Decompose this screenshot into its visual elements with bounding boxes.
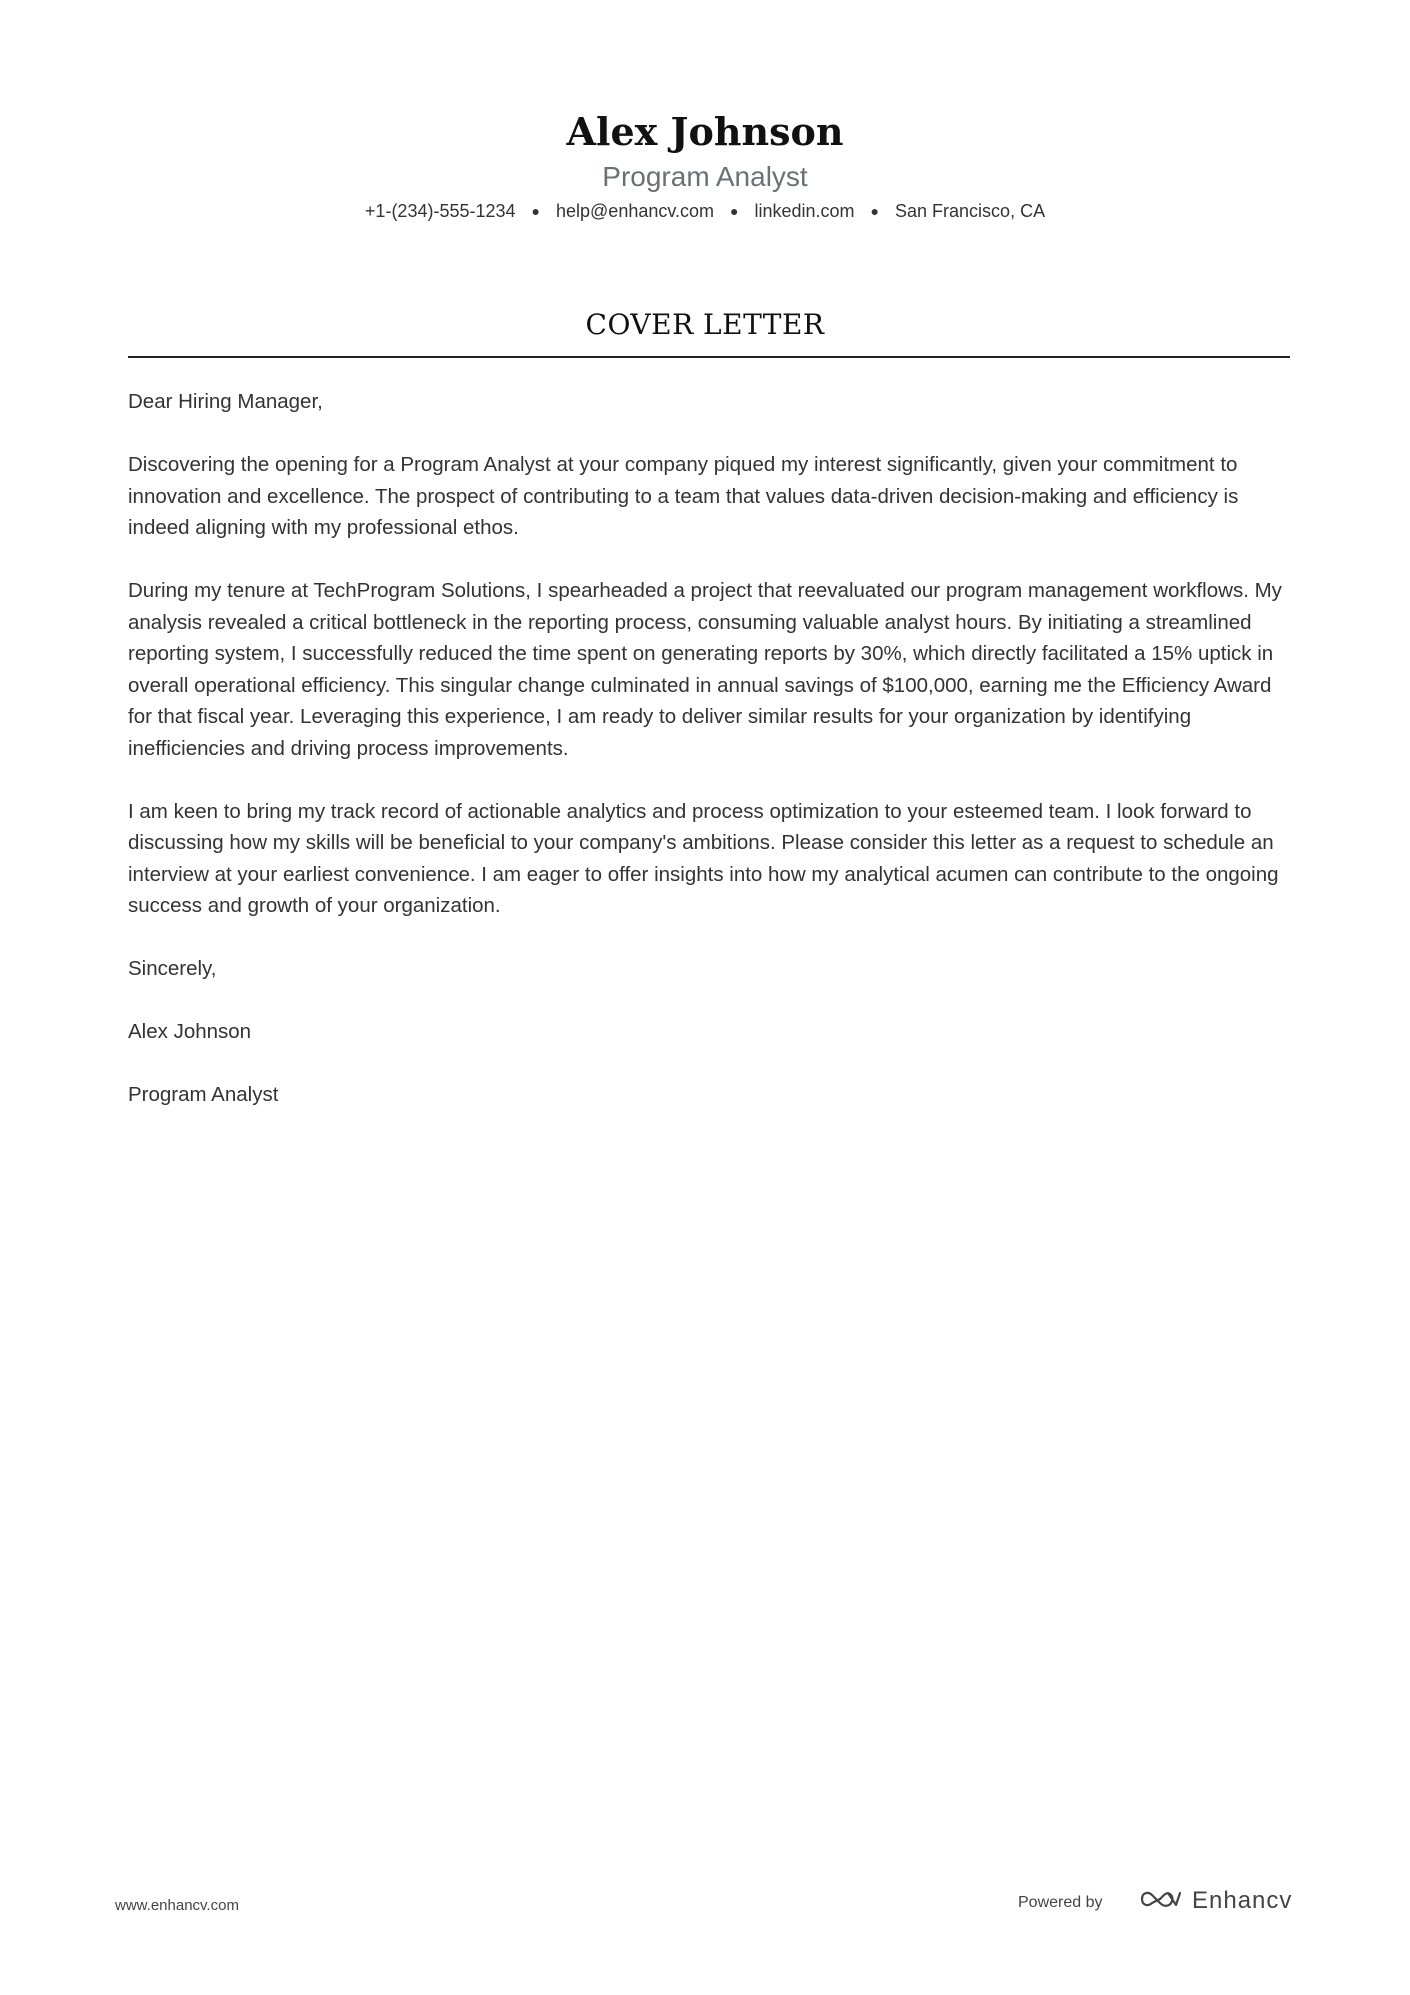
section-divider xyxy=(128,356,1290,358)
powered-by-label: Powered by xyxy=(1018,1894,1103,1911)
letter-paragraph: I am keen to bring my track record of actionable analytics and process optimization to your esteemed team. I look forward to discussing how my skills will be beneficial to your company's ambitions. Please consider this letter as a request to schedule an interview at your earliest convenience. I am eager to offer insights into how my analytical acumen can contribute to the ongoing success and growth of your organization. xyxy=(128,799,1279,917)
closing: Sincerely, xyxy=(128,957,217,980)
contact-linkedin: linkedin.com xyxy=(754,201,855,221)
signature-title: Program Analyst xyxy=(128,1083,279,1106)
bullet-separator: ● xyxy=(870,203,880,219)
contact-email: help@enhancv.com xyxy=(556,201,715,221)
contact-line xyxy=(0,200,1410,222)
applicant-title: Program Analyst xyxy=(602,161,808,192)
salutation: Dear Hiring Manager, xyxy=(128,390,323,413)
letter-paragraph: During my tenure at TechProgram Solutions, I spearheaded a project that reevaluated our program management workflows. My analysis revealed a critical bottleneck in the reporting process, consuming valuable analyst hours. By initiating a streamlined reporting system, I successfully reduced the time spent on generating reports by 30%, which directly facilitated a 15% uptick in overall operational efficiency. This singular change culminated in annual savings of $100,000, earning me the Efficiency Award for that fiscal year. Leveraging this experience, I am ready to deliver similar results for your organization by identifying inefficiencies and driving process improvements. xyxy=(128,579,1282,760)
applicant-name: Alex Johnson xyxy=(566,109,844,154)
section-title: COVER LETTER xyxy=(585,308,825,341)
bullet-separator: ● xyxy=(531,203,540,219)
letter-body xyxy=(128,386,1290,1142)
footer-website: www.enhancv.com xyxy=(115,1897,239,1914)
enhancv-logo xyxy=(1138,1886,1292,1916)
signature-name: Alex Johnson xyxy=(128,1020,252,1043)
bullet-separator: ● xyxy=(730,203,739,219)
enhancv-logo-icon xyxy=(1138,1887,1182,1916)
letter-paragraph: Discovering the opening for a Program Analyst at your company piqued my interest significantly, given your commitment to innovation and excellence. The prospect of contributing to a team that values data-driven decision-making and efficiency is indeed aligning with my professional ethos. xyxy=(128,453,1239,539)
contact-phone: +1-(234)-555-1234 xyxy=(364,201,516,221)
contact-location: San Francisco, CA xyxy=(895,201,1046,221)
letter-header xyxy=(0,110,1410,222)
brand-name: Enhancv xyxy=(1192,1887,1293,1914)
